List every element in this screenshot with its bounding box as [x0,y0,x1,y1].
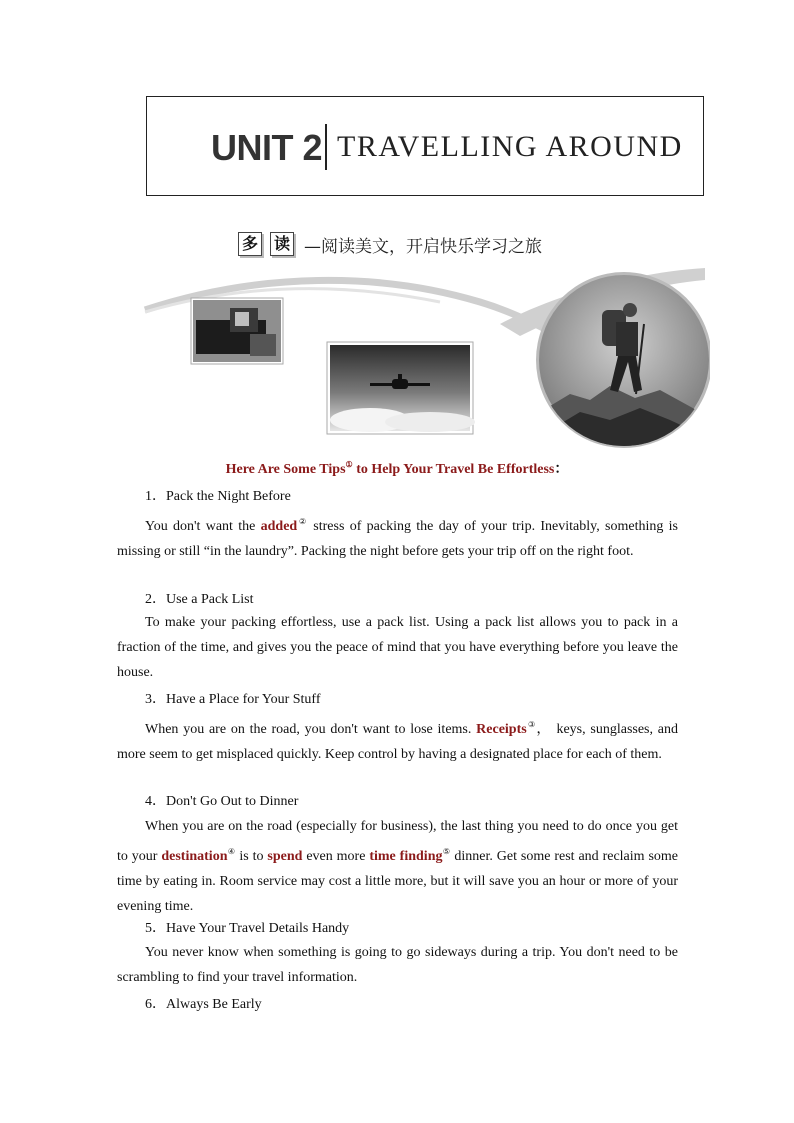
vocab-added: added [260,519,298,534]
tip-paragraph-2: To make your packing effortless, use a pack list. Using a pack list allows you to pack in a fraction of the time, and gives you the peace of mind that you have everything before you leave the house. [117,615,678,680]
travel-banner-illustration [140,262,710,452]
tip-paragraph-3 [117,712,678,767]
p1-text-b: stress of packing the day of your trip. Inevitably, something is missing or still “in the laundry”. Packing the night before gets your trip off on the right foot. [117,519,678,559]
p3-text-b: ， keys, sunglasses, and more seem to get misplaced quickly. Keep control by having a designated place for each of them. [117,722,678,762]
tip-heading-3: 3．Have a Place for Your Stuff [145,692,321,707]
p1-text-a: You don't want the [145,519,261,534]
unit-title: TRAVELLING AROUND [337,130,683,163]
vocab-destination: destination [161,849,228,864]
airplane-photo [327,342,475,434]
tag-duo: 多 [238,232,262,256]
p4-text-b: is to [235,849,268,864]
note-2: ② [297,517,308,526]
note-3: ③ [526,720,537,729]
unit-title-box [146,96,704,196]
p3-text-a: When you are on the road, you don't want to lose items. [145,722,477,737]
article-title [0,458,794,478]
section-subtitle [238,231,542,257]
tag-du: 读 [270,232,294,256]
title-divider [325,124,327,170]
tip-heading-2: 2．Use a Pack List [145,592,254,607]
p4-text-d: dinner. Get some rest and reclaim some time by eating in. Room service may cost a little more, but it will save you an hour or more of your evening time. [117,849,678,914]
tip-paragraph-4 [117,814,678,919]
subtitle-text: —阅读美文，开启快乐学习之旅 [304,236,542,257]
tip-heading-1: 1．Pack the Night Before [145,489,291,504]
tip-paragraph-5: You never know when something is going to go sideways during a trip. You don't need to be scrambling to find your travel information. [117,945,678,985]
note-1: ① [345,460,353,469]
vocab-spend: spend [267,849,303,864]
vocab-receipts: Receipts [476,722,527,737]
p4-text-a: When you are on the road (especially for business), the last thing you need to do once you get to your [117,819,678,864]
note-5: ⑤ [442,847,451,856]
tip-heading-4: 4．Don't Go Out to Dinner [145,794,299,809]
article-title-text: Here Are Some Tips [225,462,346,477]
hiker-photo [530,272,710,452]
tip-heading-6: 6．Always Be Early [145,997,262,1012]
tip-paragraph-1 [117,509,678,564]
article-title-colon: ： [554,462,569,477]
luggage-photo [191,298,283,364]
tip-heading-5: 5．Have Your Travel Details Handy [145,921,350,936]
article-title-rest: to Help Your Travel Be Effortless [352,462,555,477]
vocab-time-finding: time finding [369,849,443,864]
p4-text-c: even more [302,849,370,864]
unit-number: UNIT 2 [211,127,323,168]
note-4: ④ [227,847,236,856]
